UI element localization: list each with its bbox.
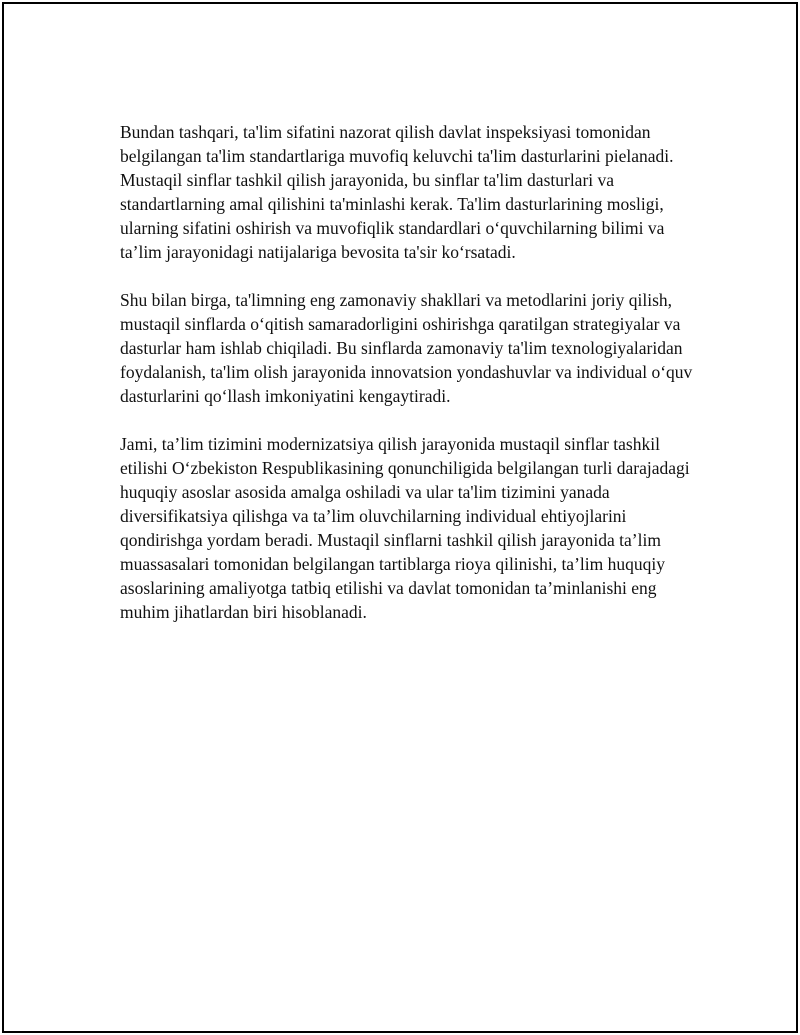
- document-body: [120, 120, 700, 648]
- paragraph-2: Shu bilan birga, ta'limning eng zamonaviy shakllari va metodlarini joriy qilish, mustaqil sinflarda o‘qitish samaradorligini oshirishga qaratilgan strategiyalar va dasturlar ham ishlab chiqiladi. Bu sinflarda zamonaviy ta'lim texnologiyalaridan foydalanish, ta'lim olish jarayonida innovatsion yondashuvlar va individual o‘quv dasturlarini qo‘llash imkoniyatini kengaytiradi.: [120, 290, 693, 406]
- paragraph-3: Jami, ta’lim tizimini modernizatsiya qilish jarayonida mustaqil sinflar tashkil etilishi O‘zbekiston Respublikasining qonunchiligida belgilangan turli darajadagi huquqiy asoslar asosida amalga oshiladi va ular ta'lim tizimini yanada diversifikatsiya qilishga va ta’lim oluvchilarning individual ehtiyojlarini qondirishga yordam beradi. Mustaqil sinflarni tashkil qilish jarayonida ta’lim muassasalari tomonidan belgilangan tartiblarga rioya qilinishi, ta’lim huquqiy asoslarining amaliyotga tatbiq etilishi va davlat tomonidan ta’minlanishi eng muhim jihatlardan biri hisoblanadi.: [120, 434, 690, 622]
- document-page: [2, 2, 798, 1033]
- paragraph-1: Bundan tashqari, ta'lim sifatini nazorat qilish davlat inspeksiyasi tomonidan belgilangan ta'lim standartlariga muvofiq keluvchi ta'lim dasturlarini pielanadi. Mustaqil sinflar tashkil qilish jarayonida, bu sinflar ta'lim dasturlari va standartlarning amal qilishini ta'minlashi kerak. Ta'lim dasturlarining mosligi, ularning sifatini oshirish va muvofiqlik standardlari o‘quvchilarning bilimi va ta’lim jarayonidagi natijalariga bevosita ta'sir ko‘rsatadi.: [120, 122, 674, 262]
